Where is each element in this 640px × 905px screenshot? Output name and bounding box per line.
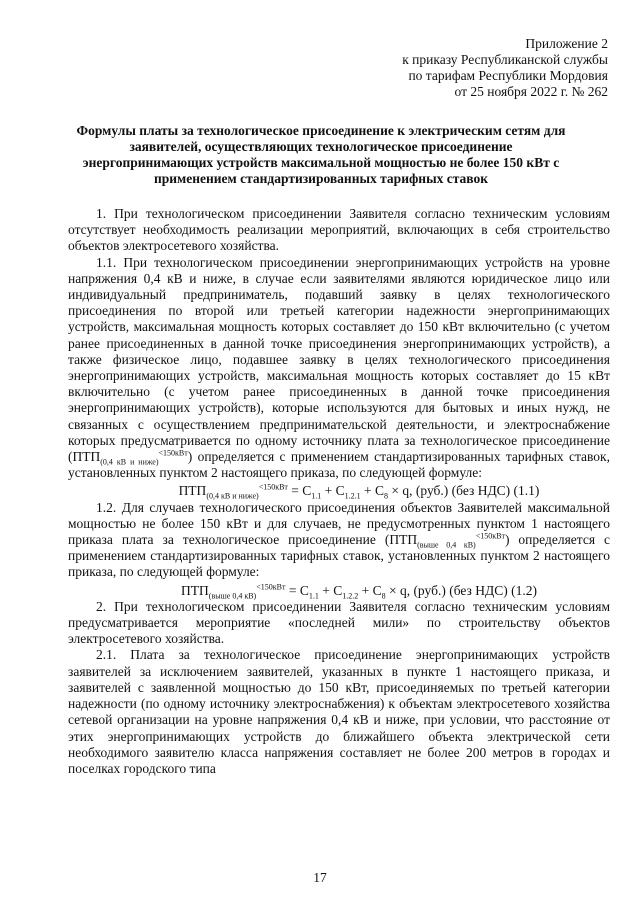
ptp-symbol: ПТП bbox=[72, 449, 101, 465]
ptp-superscript: <150кВт bbox=[158, 448, 188, 458]
formula-subscript: 8 bbox=[381, 591, 386, 601]
paragraph-1: 1. При технологическом присоединении Заявителя согласно техническим условиям отсутствует необходимость реализации мероприятий, включающих в себя строительство объектов электросетевого хозяйства. bbox=[68, 206, 610, 254]
formula-tail: × q, (руб.) (без НДС) (1.1) bbox=[388, 483, 540, 499]
paragraph-2-1: 2.1. Плата за технологическое присоединение энергопринимающих устройств заявителей за исключением заявителей, указанных в пункте 1 настоящего приказа, и заявителей с заявленной мощностью до 150 кВт, присоединяемых по третьей категории надежности (по одному источнику электроснабжения) к объектам электросетевого хозяйства сетевой организации на уровне напряжения 0,4 кВ и ниже, при условии, что расстояние от этих энергопринимающих устройств до ближайшего объекта электрической сети необходимого заявителю класса напряжения составляет не более 200 метров в городах и поселках городского типа bbox=[68, 647, 610, 776]
formula-subscript: 1.1 bbox=[308, 591, 319, 601]
ptp-subscript: (0,4 кВ и ниже) bbox=[100, 457, 159, 467]
formula-part: + С bbox=[321, 483, 345, 499]
ptp-subscript: (выше 0,4 кВ) bbox=[417, 540, 476, 550]
paragraph-1-2-tail: ) определяется с применением стандартизированных тарифных ставок, установленных пунктом 2 настоящего приказа, по следующей формуле: bbox=[68, 532, 611, 580]
formula-subscript: (0,4 кВ и ниже) bbox=[206, 492, 259, 502]
document-body bbox=[68, 206, 610, 777]
formula-1-1 bbox=[108, 482, 610, 502]
paragraph-1-1-tail: ) определяется с применением стандартизированных тарифных ставок, установленных пунктом 2 настоящего приказа, по следующей формуле: bbox=[68, 449, 610, 481]
formula-1-2 bbox=[108, 583, 610, 599]
formula-part: + С bbox=[358, 582, 382, 598]
formula-symbol: ПТП bbox=[181, 582, 209, 598]
paragraph-1-2-text: 1.2. Для случаев технологического присоединения объектов Заявителей максимальной мощностью не более 150 кВт и для случаев, не предусмотренных пунктом 1 настоящего приказа плата за технологическое присоединение ( bbox=[68, 499, 610, 548]
paragraph-1-1-text: 1.1. При технологическом присоединении энергопринимающих устройств на уровне напряжения 0,4 кВ и ниже, в случае если заявителями являются юридическое лицо или индивидуальный предприниматель, подавший заявку в целях технологического присоединения по второй или третьей категории надежности энергопринимающих устройств, максимальная мощность которых составляет до 150 кВт включительно (с учетом ранее присоединенных в данной точке присоединения энергопринимающих устройств), а также физическое лицо, подавшее заявку в целях технологического присоединения энергопринимающих устройств, максимальная мощность которых составляет до 15 кВт включительно (с учетом ранее присоединенных в данной точке присоединения энергопринимающих устройств), которые используются для бытовых и иных нужд, не связанных с осуществлением предпринимательской деятельности, и электроснабжение которых предусматривается по одному источнику плата за технологическое присоединение ( bbox=[68, 254, 610, 465]
formula-part: + С bbox=[318, 582, 343, 598]
formula-superscript: <150кВт bbox=[258, 482, 288, 492]
formula-subscript: 1.2.2 bbox=[342, 591, 359, 601]
formula-subscript: (выше 0,4 кВ) bbox=[208, 591, 257, 601]
formula-subscript: 1.1 bbox=[311, 492, 322, 502]
page-number: 17 bbox=[313, 870, 327, 885]
formula-part: = С bbox=[285, 582, 309, 598]
appendix-line: к приказу Республиканской службы bbox=[402, 52, 608, 67]
formula-part: + С bbox=[360, 483, 385, 499]
formula-subscript: 8 bbox=[384, 492, 389, 502]
appendix-line: по тарифам Республики Мордовия bbox=[408, 68, 608, 83]
formula-part: = С bbox=[287, 483, 312, 499]
document-title: Формулы платы за технологическое присоединение к электрическим сетям для заявителей, осуществляющих технологическое присоединение энергопринимающих устройств максимальной мощностью не более 150 кВт с применением стандартизированных тарифных ставок bbox=[76, 123, 566, 186]
ptp-symbol: ПТП bbox=[389, 532, 418, 548]
formula-symbol: ПТП bbox=[178, 483, 207, 499]
appendix-header bbox=[402, 36, 608, 100]
ptp-superscript: <150кВт bbox=[475, 531, 505, 541]
formula-tail: × q, (руб.) (без НДС) (1.2) bbox=[385, 582, 537, 598]
appendix-line: Приложение 2 bbox=[525, 36, 608, 51]
formula-superscript: <150кВт bbox=[256, 582, 286, 592]
paragraph-1-1 bbox=[68, 255, 610, 482]
appendix-line: от 25 ноября 2022 г. № 262 bbox=[454, 84, 608, 99]
paragraph-1-2 bbox=[68, 500, 610, 581]
formula-subscript: 1.2.1 bbox=[344, 492, 361, 502]
paragraph-2: 2. При технологическом присоединении Заявителя согласно техническим условиям предусматривается мероприятие «последней мили» по строительству объектов электросетевого хозяйства. bbox=[68, 598, 610, 647]
